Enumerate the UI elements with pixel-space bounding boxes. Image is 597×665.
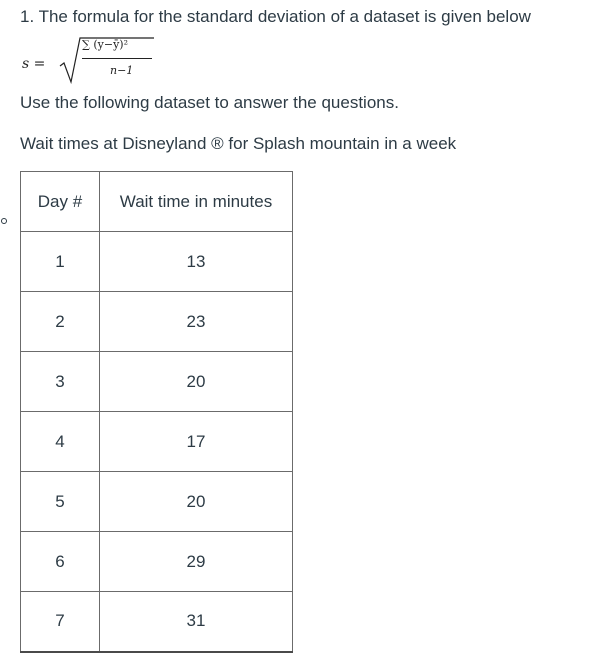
table-header-row [21, 172, 293, 232]
wait-cell: 31 [100, 592, 293, 652]
table-row [21, 232, 293, 292]
instruction-text: Use the following dataset to answer the questions. [20, 93, 399, 112]
wait-cell: 20 [100, 352, 293, 412]
wait-times-table [20, 171, 293, 653]
day-cell: 3 [21, 352, 100, 412]
column-header-wait-time: Wait time in minutes [100, 172, 293, 232]
wait-cell: 20 [100, 472, 293, 532]
day-cell: 2 [21, 292, 100, 352]
fraction-bar [82, 58, 152, 59]
table-row [21, 412, 293, 472]
table-row [21, 292, 293, 352]
question-text: 1. The formula for the standard deviation of a dataset is given below [20, 7, 531, 26]
day-cell: 7 [21, 592, 100, 652]
formula-denominator: n−1 [110, 64, 134, 77]
day-cell: 1 [21, 232, 100, 292]
wait-cell: 13 [100, 232, 293, 292]
table-row [21, 532, 293, 592]
formula-numerator: ∑ (y−ȳ)² [82, 38, 128, 51]
radio-bullet-icon [1, 218, 7, 224]
table-row [21, 352, 293, 412]
wait-cell: 23 [100, 292, 293, 352]
wait-cell: 29 [100, 532, 293, 592]
day-cell: 5 [21, 472, 100, 532]
table-caption: Wait times at Disneyland ® for Splash mountain in a week [20, 134, 457, 153]
day-cell: 6 [21, 532, 100, 592]
formula-lhs: s = [22, 56, 46, 72]
table-row [21, 592, 293, 652]
wait-cell: 17 [100, 412, 293, 472]
day-cell: 4 [21, 412, 100, 472]
column-header-day: Day # [21, 172, 100, 232]
table-row [21, 472, 293, 532]
